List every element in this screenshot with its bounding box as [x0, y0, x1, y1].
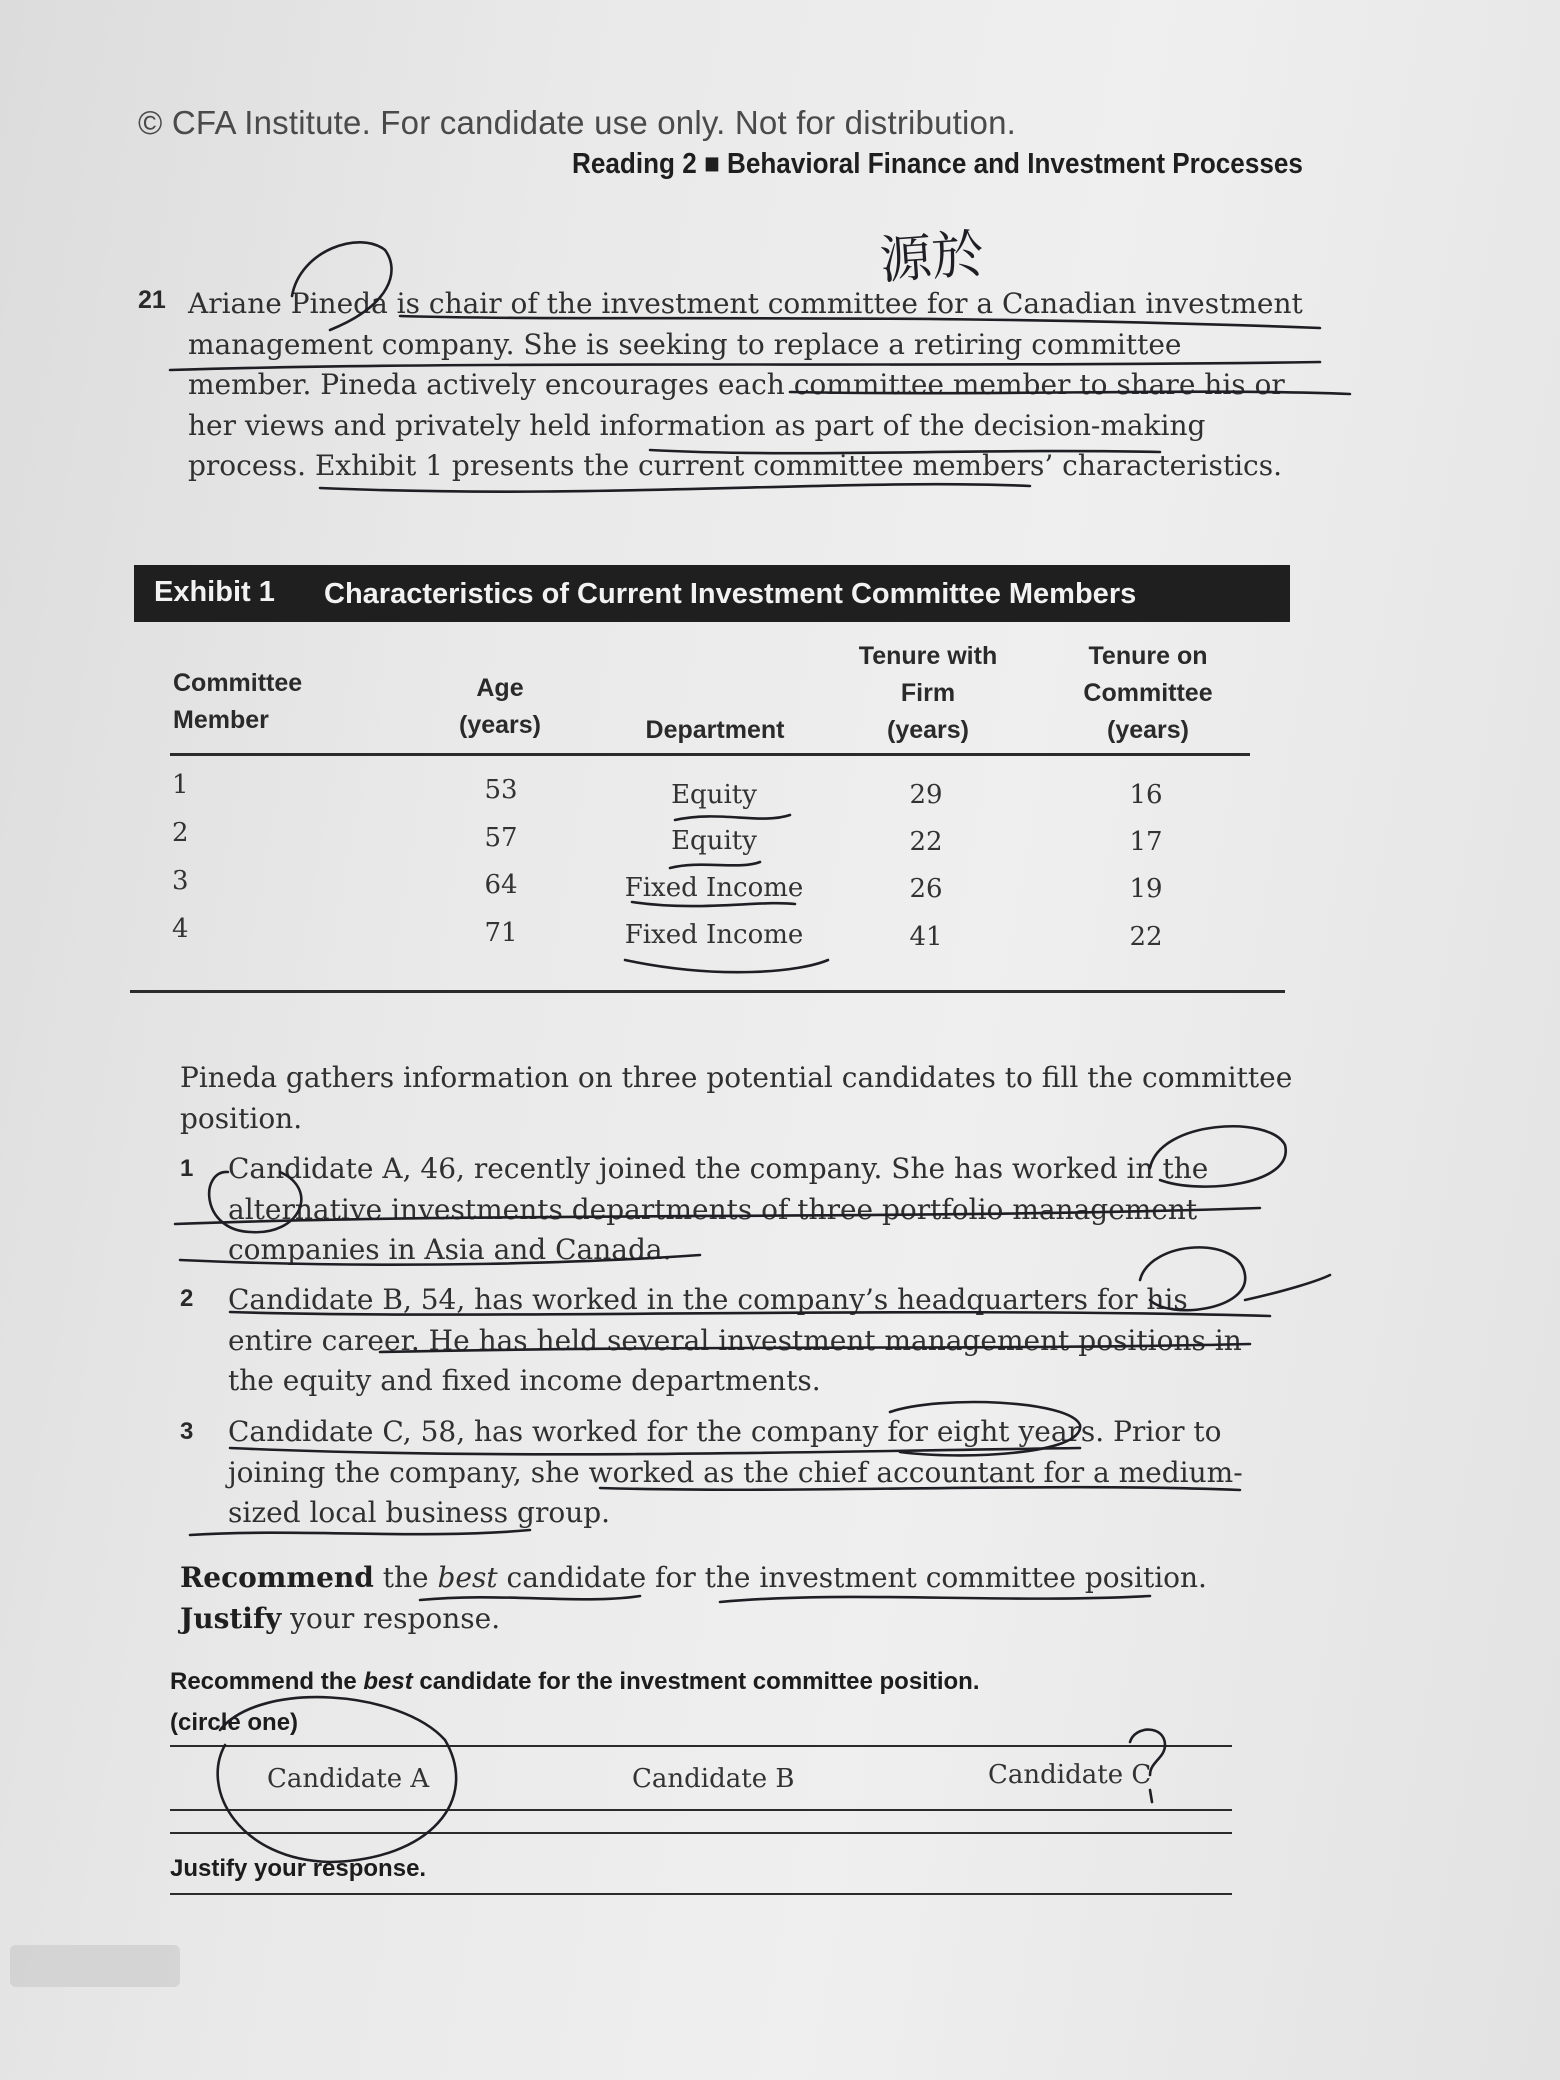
- candidate-2-number: 2: [180, 1285, 194, 1312]
- question-number: 21: [138, 286, 166, 314]
- underline-stroke: [170, 362, 1320, 370]
- circle-one-instruction: (circle one): [170, 1709, 299, 1736]
- watermark-stamp: [10, 1945, 180, 1987]
- underline-stroke: [320, 484, 1030, 491]
- underline-stroke: [600, 1487, 1240, 1490]
- cell-department: Fixed Income: [624, 873, 804, 903]
- cell-tenure-firm: 26: [909, 874, 943, 904]
- underline-stroke: [675, 815, 790, 820]
- cell-department: Equity: [671, 780, 757, 810]
- header-tenure-committee: Tenure on Committee (years): [1083, 642, 1213, 744]
- answer-heading: Recommend the best candidate for the investment committee position. (circle one): [170, 1668, 980, 1736]
- underline-stroke: [1245, 1275, 1330, 1300]
- option-candidate-a[interactable]: Candidate A: [267, 1764, 430, 1794]
- handwritten-note: 源於: [877, 224, 986, 292]
- underline-stroke: [720, 1596, 1150, 1602]
- cell-department: Equity: [671, 826, 757, 856]
- cell-member: 4: [172, 914, 189, 944]
- candidates-intro: Pineda gathers information on three potential candidates to fill the committee position.: [180, 1061, 1293, 1135]
- slash-stroke: [1150, 1790, 1152, 1802]
- question-intro: Ariane Pineda is chair of the investment committee for a Canadian investment management company. She is seeking to replace a retiring committee member. Pineda actively encourages each committee member to share his or her views and privately held information as part of the decision-making process. Exhibit 1 presents the current committee members’ characteristics.: [188, 287, 1303, 482]
- underline-stroke: [180, 1255, 700, 1265]
- cell-tenure-firm: 22: [909, 827, 943, 857]
- cell-age: 64: [484, 870, 518, 900]
- underline-stroke: [190, 1530, 530, 1535]
- candidate-3-text: Candidate C, 58, has worked for the company for eight years. Prior to joining the company, she worked as the chief accountant for a medium-sized local business group.: [228, 1415, 1243, 1529]
- option-candidate-c[interactable]: Candidate C: [988, 1760, 1152, 1790]
- underline-stroke: [625, 960, 828, 972]
- underline-stroke: [380, 1344, 1250, 1352]
- header-department: Department: [645, 716, 785, 744]
- underline-stroke: [790, 392, 1350, 394]
- option-candidate-b[interactable]: Candidate B: [632, 1764, 795, 1794]
- header-age: Age (years): [459, 674, 541, 739]
- candidate-1-text: Candidate A, 46, recently joined the company. She has worked in the alternative investments departments of three portfolio management companies in Asia and Canada.: [228, 1152, 1209, 1266]
- underline-stroke: [175, 1208, 1260, 1224]
- circle-mark-icon: [218, 1697, 456, 1862]
- cell-member: 3: [172, 866, 189, 896]
- justify-label: Justify your response.: [170, 1855, 427, 1882]
- cell-tenure-firm: 29: [909, 780, 943, 810]
- exhibit-label: Exhibit 1: [154, 576, 275, 608]
- header-tenure-firm: Tenure with Firm (years): [858, 642, 998, 744]
- reading-header: Reading 2 ■ Behavioral Finance and Investment Processes: [572, 148, 1303, 180]
- cell-tenure-committee: 22: [1129, 922, 1163, 952]
- underline-stroke: [650, 450, 1160, 453]
- copyright-notice: © CFA Institute. For candidate use only. Not for distribution.: [138, 104, 1017, 141]
- recommend-prompt: Recommend the best candidate for the investment committee position. Justify your response.: [180, 1561, 1207, 1635]
- cell-tenure-firm: 41: [909, 922, 943, 952]
- cell-tenure-committee: 17: [1129, 827, 1163, 857]
- candidate-3-number: 3: [180, 1418, 194, 1445]
- underline-stroke: [400, 316, 1320, 328]
- underline-stroke: [632, 902, 795, 906]
- candidate-1-number: 1: [180, 1155, 194, 1182]
- cell-department: Fixed Income: [624, 920, 804, 950]
- cell-tenure-committee: 16: [1129, 780, 1163, 810]
- cell-member: 2: [172, 818, 189, 848]
- cell-member: 1: [172, 770, 189, 800]
- underline-stroke: [670, 862, 760, 868]
- cell-tenure-committee: 19: [1129, 874, 1163, 904]
- cell-age: 53: [484, 775, 518, 805]
- circle-mark-icon: [292, 242, 392, 330]
- candidate-2-text: Candidate B, 54, has worked in the company’s headquarters for his entire career. He has held several investment management positions in the equity and fixed income departments.: [228, 1283, 1242, 1397]
- circle-mark-icon: [209, 1172, 301, 1232]
- question-mark-icon: [1130, 1730, 1165, 1775]
- cell-age: 71: [484, 918, 518, 948]
- circle-mark-icon: [1150, 1126, 1286, 1186]
- circle-mark-icon: [1140, 1247, 1245, 1310]
- underline-stroke: [230, 1312, 1270, 1316]
- underline-stroke: [230, 1448, 1080, 1454]
- cell-age: 57: [484, 823, 518, 853]
- underline-stroke: [420, 1596, 640, 1600]
- exhibit-title: Characteristics of Current Investment Committee Members: [324, 578, 1137, 610]
- header-committee-member: Committee Member: [173, 669, 303, 734]
